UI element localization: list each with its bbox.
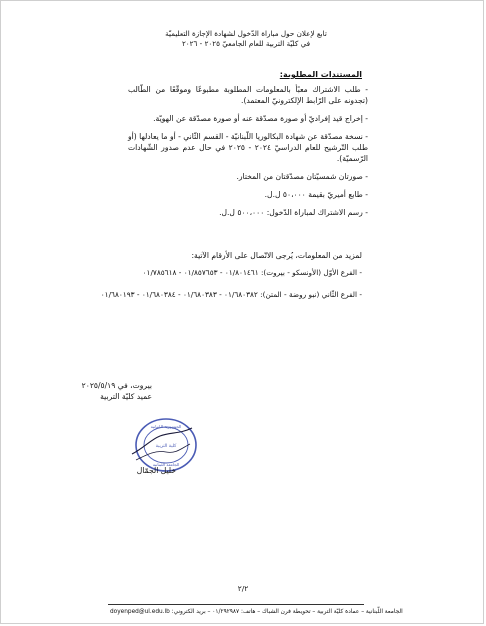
footer-text: الجامعة اللّبنانية – عمادة كليّة التربية – تحويطة فرن الشباك – هاتف: ٠١/٢٩٢٩٨٧ – بريد الكتروني: <box>171 609 403 615</box>
document-header <box>100 29 392 49</box>
signer-name: خليل الجمّال <box>136 466 176 475</box>
signature-date: بيروت، في ٢٠٢٥/٥/١٩ <box>81 381 152 390</box>
document-item-fee: - رسم الاشتراك لمباراة الدّخول: ٥٠٠،٠٠٠ ل.ل. <box>219 208 368 217</box>
document-item-baccalaureate: - نسخة مصدّقة عن شهادة البكالوريا اللّبنانيّة - القسم الثّاني - أو ما يعادلها (أو طلب التّرشيح للعام الدراسيّ ٢٠٢٤ - ٢٠٢٥ في حال عدم صدور الشّهادات الرّسميّة). <box>128 132 368 163</box>
header-line-1: تابع لإعلان حول مباراة الدّخول لشهادة الإجازة التعليميّة <box>165 29 327 38</box>
branch-1-phones: - الفرع الأوّل (الأونسكو - بيروت): ٠١/٨٠١٤٦١ - ٠١/٨٥٧٦٥٣ - ٠١/٧٨٥٦١٨ <box>142 268 362 277</box>
document-item-stamp: - طابع أميريّ بقيمة ٥٠،٠٠٠ ل.ل. <box>264 190 368 199</box>
footer-divider <box>108 604 364 605</box>
seal-top-text: الجمهورية اللبنانية <box>150 424 182 429</box>
seal-middle-text: كلية التربية <box>155 444 177 449</box>
signature-title: عميد كليّة التربية <box>100 392 152 401</box>
document-item-application: - طلب الاشتراك معبًأ بالمعلومات المطلوبة مطبوعًا وموقّعًا من الطّالب (تجدونه على الرّابط الإلكترونيّ المعتمد). <box>128 85 368 105</box>
header-line-2: في كليّة التربية للعام الجامعيّ ٢٠٢٥ - ٢٠٢٦ <box>181 39 311 48</box>
documents-title: المستندات المطلوبة: <box>279 70 362 79</box>
branch-2-phones: - الفرع الثّاني (نبو روضة - المتن): ٠١/٦٨٠٣٨٢ - ٠١/٦٨٠٣٨٣ - ٠١/٦٨٠٣٨٤ - ٠١/٦٨٠١٩٣ <box>100 290 362 299</box>
footer-email[interactable]: doyenped@ul.edu.lb <box>110 609 170 615</box>
documents-list <box>128 84 368 225</box>
document-item-id: - إخراج قيد إفراديّ أو صورة مصدّقة عنه أو صورة مصدّقة عن الهويّة. <box>153 114 368 123</box>
document-item-photos: - صورتان شمسيّتان مصدّقتان من المختار. <box>236 172 368 181</box>
contact-intro: لمزيد من المعلومات، يُرجى الاتّصال على الأرقام الآتية: <box>191 251 362 260</box>
page-footer <box>110 609 403 615</box>
signature-block <box>42 380 152 402</box>
seal-bottom-text: الجامعة اللبنانية <box>152 462 180 467</box>
page-number: ٢/٢ <box>237 584 249 593</box>
